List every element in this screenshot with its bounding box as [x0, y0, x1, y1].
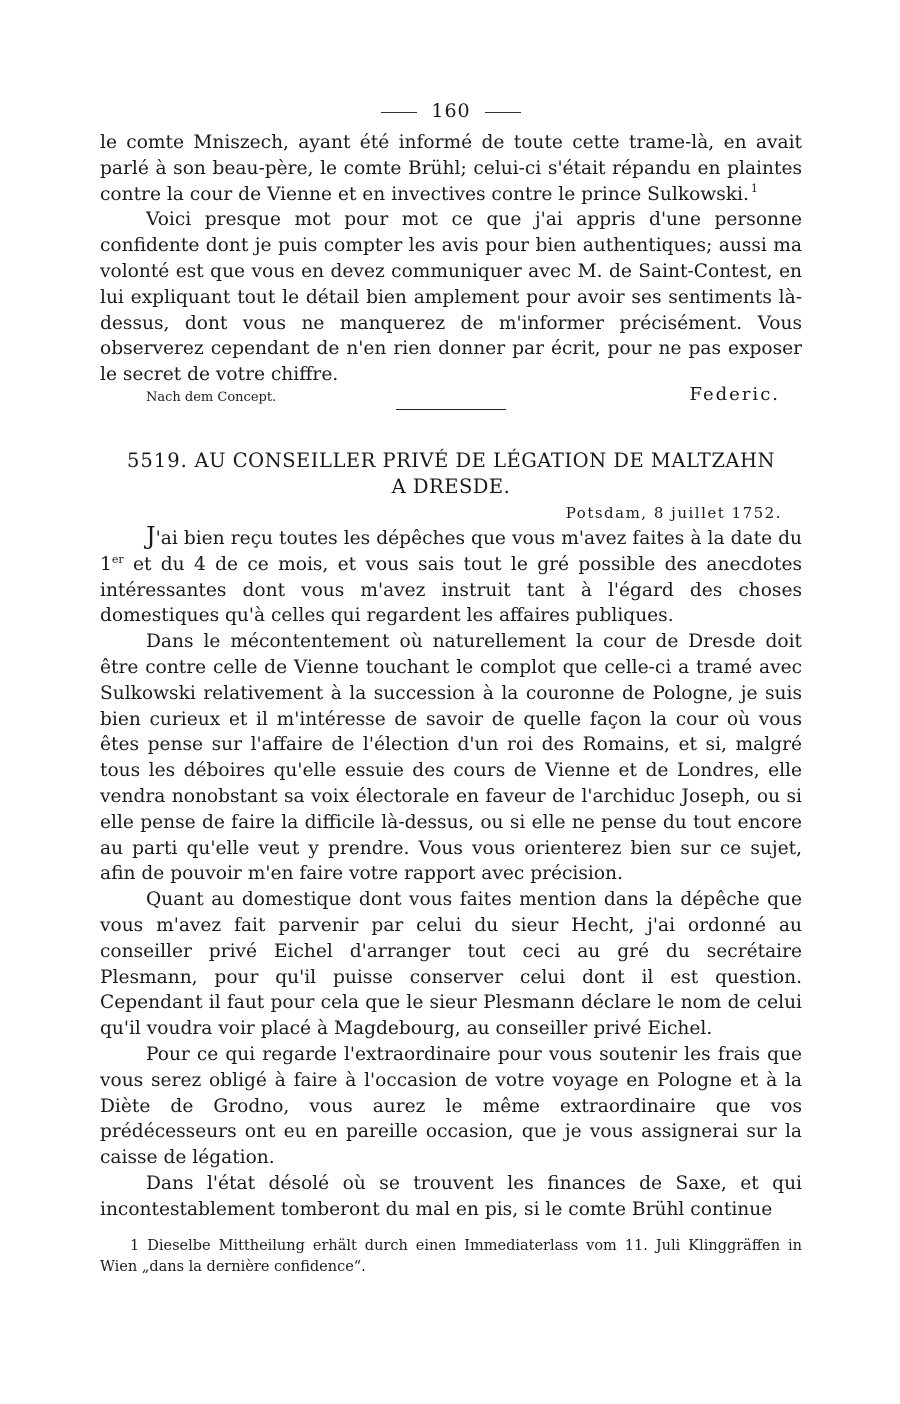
- header-dash-left: [381, 112, 417, 113]
- letter-paragraph-3: Quant au domestique dont vous faites mention dans la dépêche que vous m'avez fait parvenir par celui du sieur Hecht, j'ai ordonné au conseiller privé Eichel d'arranger tout ceci au gré du secrétaire Plesmann, pour qu'il puisse conserver celui dont il est question. Cependant il faut pour cela que le sieur Plesmann déclare le nom de celui qu'il voudra voir placé à Magdebourg, au conseiller privé Eichel.: [100, 889, 802, 1040]
- header-dash-right: [485, 112, 521, 113]
- letter-paragraph-4: Pour ce qui regarde l'extraordinaire pour vous soutenir les frais que vous serez obligé à faire à l'occasion de votre voyage en Pologne et à la Diète de Grodno, vous aurez le même extraordinaire que vos prédécesseurs ont eu en pareille occasion, que je vous assignerai sur la caisse de légation.: [100, 1043, 802, 1169]
- footnote: [100, 1236, 802, 1278]
- prior-letter-paragraph-2: Voici presque mot pour mot ce que j'ai appris d'une personne confidente dont je puis compter les avis pour bien authentiques; aussi ma volonté est que vous en devez communiquer avec M. de Saint-Contest, en lui expliquant tout le détail bien amplement pour avoir ses sentiments là-dessus, dont vous ne manquerez de m'informer précisément. Vous observerez cependant de n'en rien donner par écrit, pour ne pas exposer le secret de votre chiffre.: [100, 209, 802, 386]
- letter-heading-line1: [100, 448, 802, 474]
- source-note: Nach dem Concept.: [146, 389, 277, 405]
- document-page: [100, 100, 802, 1278]
- prior-letter-paragraph-1: [100, 130, 802, 207]
- letter-title-line2: A DRESDE.: [391, 474, 511, 498]
- section-divider: [396, 409, 506, 410]
- signature-line: [100, 383, 802, 405]
- letter-paragraph-1-text-b: et du 4 de ce mois, et vous sais tout le gré possible des anecdotes intéressantes dont vous m'avez instruit tant à l'égard des choses domestiques qu'à celles qui regardent les affaires publiques.: [100, 553, 802, 627]
- place: Potsdam,: [565, 503, 648, 522]
- page-header: [100, 100, 802, 122]
- footnote-marker: 1: [130, 1238, 140, 1255]
- letter-paragraph-5: Dans l'état désolé où se trouvent les finances de Saxe, et qui incontestablement tomberont du mal en pis, si le comte Brühl continue: [100, 1172, 802, 1220]
- date: 8 juillet 1752.: [653, 503, 782, 522]
- footnote-text: Dieselbe Mittheilung erhält durch einen Immediaterlass vom 11. Juli Klinggräffen in Wien „dans la dernière confidence“.: [100, 1238, 803, 1276]
- letter-paragraph-2: Dans le mécontentement où naturellement la cour de Dresde doit être contre celle de Vienne touchant le complot que celle-ci a tramé avec Sulkowski relativement à la succession à la couronne de Pologne, je suis bien curieux et il m'intéresse de savoir de quelle façon la cour où vous êtes pense sur l'affaire de l'élection d'un roi des Romains, et si, malgré tous les déboires qu'elle essuie des cours de Vienne et de Londres, elle vendra nonobstant sa voix électorale en faveur de l'archiduc Joseph, ou si elle pense de faire la difficile là-dessus, ou si elle ne pense du tout encore au parti qu'elle veut y prendre. Vous vous orienterez bien sur ce sujet, afin de pouvoir m'en faire votre rapport avec précision.: [100, 631, 802, 885]
- signature: Federic.: [689, 383, 780, 405]
- dateline: [100, 504, 782, 522]
- footnote-reference: 1: [750, 182, 758, 196]
- letter-paragraph-1: [100, 521, 802, 629]
- letter-paragraph-1-text-a: 'ai bien reçu toutes les dépêches que vous m'avez faites à la date du 1: [100, 527, 802, 575]
- letter-heading: [100, 448, 802, 500]
- drop-capital: J: [146, 521, 156, 550]
- page-number: 160: [431, 100, 471, 122]
- letter-number: 5519.: [126, 448, 188, 472]
- letter-title-line1: AU CONSEILLER PRIVÉ DE LÉGATION DE MALTZAHN: [194, 448, 776, 472]
- superscript-er: er: [111, 552, 124, 566]
- prior-letter-text-1: le comte Mniszech, ayant été informé de toute cette trame-là, en avait parlé à son beau-père, le comte Brühl; celui-ci s'était répandu en plaintes contre la cour de Vienne et en invectives contre le prince Sulkowski.: [100, 132, 802, 205]
